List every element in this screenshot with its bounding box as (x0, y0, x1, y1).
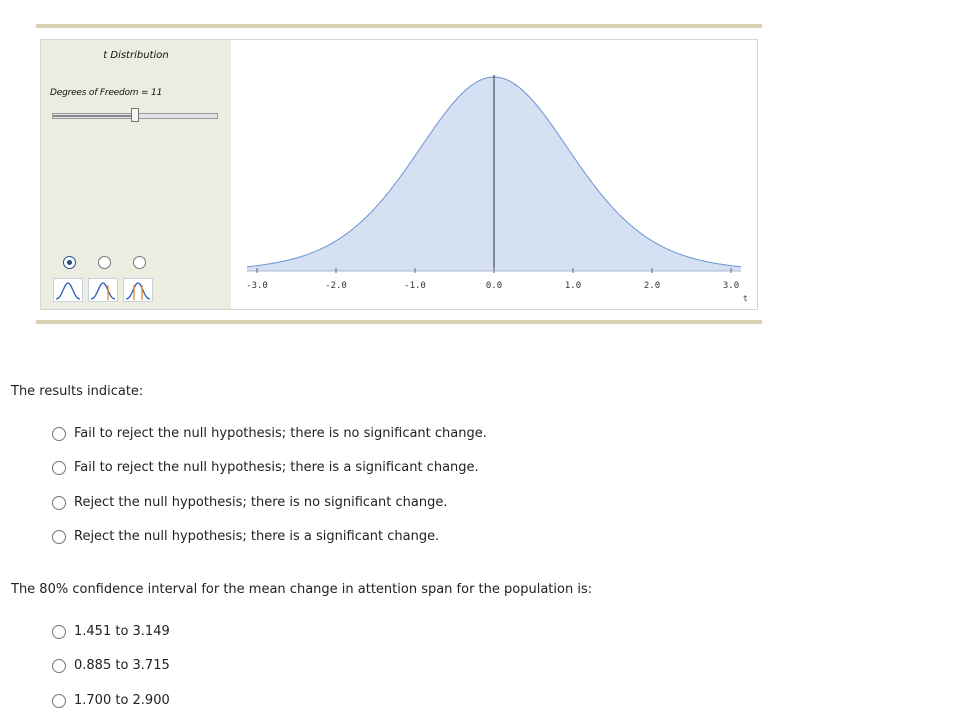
answer-option[interactable] (52, 658, 170, 673)
radio-button[interactable] (52, 659, 66, 673)
degrees-of-freedom-label: Degrees of Freedom = 11 (50, 88, 163, 98)
radio-button[interactable] (52, 461, 66, 475)
option-label: Reject the null hypothesis; there is a significant change. (74, 529, 440, 544)
bottom-divider (36, 320, 762, 324)
x-tick-label: 2.0 (643, 281, 661, 291)
question-2-prompt: The 80% confidence interval for the mean change in attention span for the population is: (11, 582, 593, 597)
option-label: Reject the null hypothesis; there is no significant change. (74, 495, 448, 510)
radio-button[interactable] (52, 496, 66, 510)
radio-button[interactable] (52, 625, 66, 639)
option-label: Fail to reject the null hypothesis; there is no significant change. (74, 426, 487, 441)
x-tick-label: -1.0 (404, 281, 426, 291)
top-divider (36, 24, 762, 28)
x-axis (246, 268, 741, 291)
radio-button[interactable] (52, 530, 66, 544)
panel-title: t Distribution (103, 50, 169, 61)
option-label: 0.885 to 3.715 (74, 658, 170, 673)
radio-button[interactable] (52, 694, 66, 708)
answer-option[interactable] (52, 495, 447, 510)
option-label: 1.700 to 2.900 (74, 693, 170, 708)
answer-option[interactable] (52, 693, 170, 708)
answer-option[interactable] (52, 426, 487, 441)
t-distribution-widget (40, 39, 758, 310)
t-distribution-plot (41, 40, 757, 309)
x-tick-label: -3.0 (246, 281, 268, 291)
axis-label: t (743, 294, 748, 303)
x-tick-label: -2.0 (325, 281, 347, 291)
answer-option[interactable] (52, 460, 479, 475)
x-tick-label: 0.0 (485, 281, 503, 291)
answer-option[interactable] (52, 529, 439, 544)
radio-button[interactable] (52, 427, 66, 441)
question-1-prompt: The results indicate: (11, 384, 144, 399)
option-label: Fail to reject the null hypothesis; there is a significant change. (74, 460, 479, 475)
answer-option[interactable] (52, 624, 170, 639)
x-tick-label: 3.0 (722, 281, 740, 291)
x-tick-label: 1.0 (564, 281, 582, 291)
option-label: 1.451 to 3.149 (74, 624, 170, 639)
